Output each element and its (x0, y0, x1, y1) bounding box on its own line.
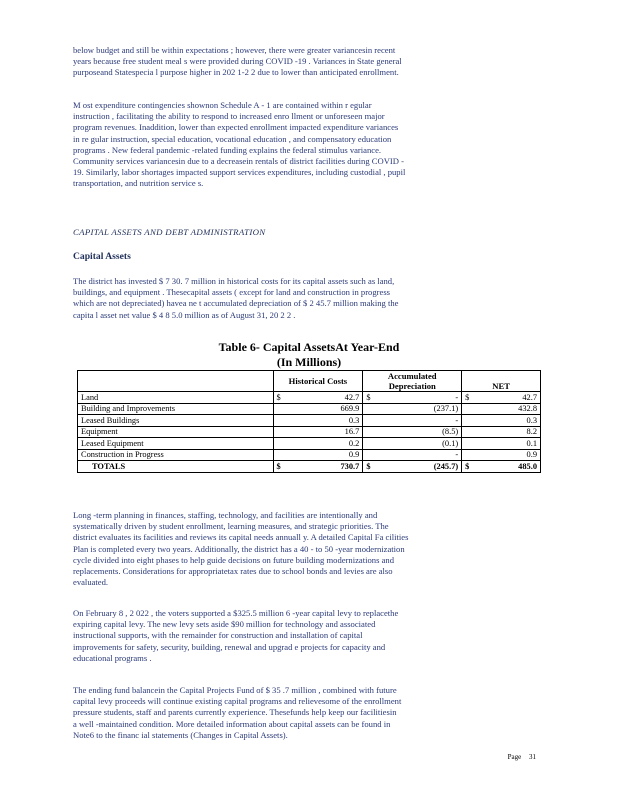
net-value: 432.8 (518, 404, 537, 414)
header-historical-costs: Historical Costs (273, 371, 363, 392)
dep-value: - (455, 392, 459, 402)
dep-value: (245.7) (433, 461, 459, 471)
net-cell (462, 403, 541, 415)
page-label: Page (507, 753, 522, 761)
paragraph-line: 19. Similarly, labor shortages impacted support services expenditures, including custodial , pupil (73, 167, 406, 178)
paragraph-capital-investment (73, 276, 545, 321)
capital-assets-table (77, 370, 541, 473)
paragraph-line: Plan is completed every two years. Additionally, the district has a 40 - to 50 -year modernization (73, 543, 405, 554)
table-row (78, 392, 541, 404)
net-cell (462, 415, 541, 427)
currency-symbol: $ (276, 392, 281, 402)
dep-cell (363, 438, 462, 450)
row-label: Construction in Progress (78, 449, 274, 461)
paragraph-line: The district has invested $ 7 30. 7 million in historical costs for its capital assets such as land, (73, 276, 395, 286)
net-value: 485.0 (518, 461, 537, 471)
paragraph-line: On February 8 , 2 022 , the voters supported a $325.5 million 6 -year capital levy to replacethe (73, 608, 399, 618)
paragraph-line: Long -term planning in finances, staffing, technology, and facilities are intentionally and (73, 510, 378, 520)
cost-cell (273, 426, 363, 438)
paragraph-line: capital levy proceeds will continue existing capital programs and relievesome of the enrollment (73, 696, 402, 707)
row-label: Land (78, 392, 274, 404)
dep-value: - (455, 450, 459, 460)
paragraph-line: programs . New federal pandemic -related funding explains the federal stimulus variance. (73, 144, 382, 155)
paragraph-line: in re gular instruction, special education, vocational education , and compensatory education (73, 133, 392, 144)
net-cell (462, 426, 541, 438)
table-row (78, 403, 541, 415)
net-value: 0.9 (526, 450, 537, 460)
cost-value: 0.9 (348, 450, 360, 460)
table-body (78, 392, 541, 473)
net-cell (462, 449, 541, 461)
paragraph-capital-levy (73, 608, 545, 664)
table-row (78, 438, 541, 450)
cost-value: 42.7 (344, 392, 360, 402)
paragraph-line: instruction , facilitating the ability to respond to increased enro llment or unforeseen major (73, 111, 385, 122)
paragraph-line: Note6 to the financ ial statements (Changes in Capital Assets). (73, 729, 288, 740)
dep-value: (237.1) (433, 404, 459, 414)
paragraph-line: purposeand Statespecia l purpose higher in 202 1-2 2 due to lower than anticipated enrollment. (73, 67, 399, 78)
paragraph-line: a well -maintained condition. More detailed information about capital assets can be found in (73, 718, 391, 729)
currency-symbol: $ (366, 461, 371, 471)
net-cell (462, 438, 541, 450)
dep-cell (363, 415, 462, 427)
dep-cell (363, 461, 462, 473)
cost-cell (273, 449, 363, 461)
row-label: Equipment (78, 426, 274, 438)
paragraph-line: replacements. Considerations for appropriatetax rates due to school bonds and levies are also (73, 566, 393, 577)
cost-value: 730.7 (340, 461, 360, 471)
cost-cell (273, 415, 363, 427)
paragraph-line: buildings, and equipment . Thesecapital assets ( except for land and construction in progress (73, 287, 391, 298)
subheading-capital-assets: Capital Assets (73, 251, 131, 262)
paragraph-line: district evaluates its facilities and reviews its capital needs annuall y. A detailed Capital Fa cilities (73, 532, 409, 543)
table-row (78, 426, 541, 438)
row-label: Leased Equipment (78, 438, 274, 450)
cost-value: 0.2 (348, 438, 360, 448)
table-title: Table 6- Capital AssetsAt Year-End (218, 340, 400, 354)
currency-symbol: $ (465, 461, 470, 471)
paragraph-line: instructional supports, with the remainder for construction and installation of capital (73, 630, 363, 641)
paragraph-fund-balance (73, 685, 545, 741)
paragraph-long-term-planning (73, 510, 545, 588)
paragraph-line: program revenues. Inaddition, lower than expected enrollment impacted expenditure variances (73, 122, 399, 133)
paragraph-expenditure-contingencies (73, 100, 545, 190)
paragraph-line: below budget and still be within expectations ; however, there were greater variancesin recent (73, 45, 396, 55)
net-value: 0.1 (526, 438, 537, 448)
cost-value: 0.3 (348, 415, 360, 425)
paragraph-revenue-variances (73, 45, 545, 79)
dep-cell (363, 426, 462, 438)
paragraph-line: cycle divided into eight phases to help guide decisions on future building modernizations and (73, 554, 395, 565)
paragraph-line: which are not depreciated) havea ne t accumulated depreciation of $ 2 45.7 million making the (73, 298, 399, 309)
table-row (78, 449, 541, 461)
paragraph-line: capita l asset net value $ 4 8 5.0 million as of August 31, 20 2 2 . (73, 309, 296, 320)
net-cell (462, 461, 541, 473)
row-label: Building and Improvements (78, 403, 274, 415)
dep-value: - (455, 415, 459, 425)
dep-value: (0.1) (442, 438, 459, 448)
net-value: 0.3 (526, 415, 537, 425)
row-label: TOTALS (78, 461, 274, 473)
paragraph-line: expiring capital levy. The new levy sets aside $90 million for technology and associated (73, 619, 376, 630)
paragraph-line: systematically driven by student enrollment, learning measures, and strategic priorities. The (73, 521, 389, 532)
table-row (78, 415, 541, 427)
section-heading: CAPITAL ASSETS AND DEBT ADMINISTRATION (73, 227, 266, 237)
cost-cell (273, 438, 363, 450)
paragraph-line: evaluated. (73, 577, 109, 588)
dep-cell (363, 392, 462, 404)
paragraph-line: improvements for safety, security, building, renewal and upgrad e projects for capacity and (73, 641, 386, 652)
paragraph-line: M ost expenditure contingencies shownon Schedule A - 1 are contained within r egular (73, 100, 372, 110)
page-number: 31 (529, 753, 536, 761)
page-footer (508, 753, 536, 761)
table-header-row (78, 371, 541, 392)
currency-symbol: $ (366, 392, 371, 402)
paragraph-line: transportation, and nutrition service s. (73, 178, 204, 189)
paragraph-line: pressure students, staff and parents currently experience. Thesefunds help keep our facilitiesin (73, 707, 397, 718)
cost-value: 16.7 (344, 427, 360, 437)
paragraph-line: years because free student meal s were provided during COVID -19 . Variances in State general (73, 56, 402, 67)
net-value: 42.7 (522, 392, 537, 402)
dep-cell (363, 403, 462, 415)
cost-cell (273, 461, 363, 473)
row-label: Leased Buildings (78, 415, 274, 427)
currency-symbol: $ (276, 461, 281, 471)
paragraph-line: The ending fund balancein the Capital Projects Fund of $ 35 .7 million , combined with future (73, 685, 397, 695)
header-net: NET (462, 371, 541, 392)
paragraph-line: educational programs . (73, 652, 152, 663)
paragraph-line: Community services variancesin due to a decreasein rentals of district facilities during COVID - (73, 156, 404, 167)
header-accumulated-depreciation: Accumulated Depreciation (363, 371, 462, 392)
dep-value: (8.5) (442, 427, 459, 437)
table-subtitle: (In Millions) (276, 355, 342, 369)
currency-symbol: $ (465, 392, 470, 402)
net-value: 8.2 (526, 427, 537, 437)
header-blank (78, 371, 274, 392)
cost-value: 669.9 (340, 404, 360, 414)
cost-cell (273, 392, 363, 404)
totals-row (78, 461, 541, 473)
net-cell (462, 392, 541, 404)
cost-cell (273, 403, 363, 415)
dep-cell (363, 449, 462, 461)
